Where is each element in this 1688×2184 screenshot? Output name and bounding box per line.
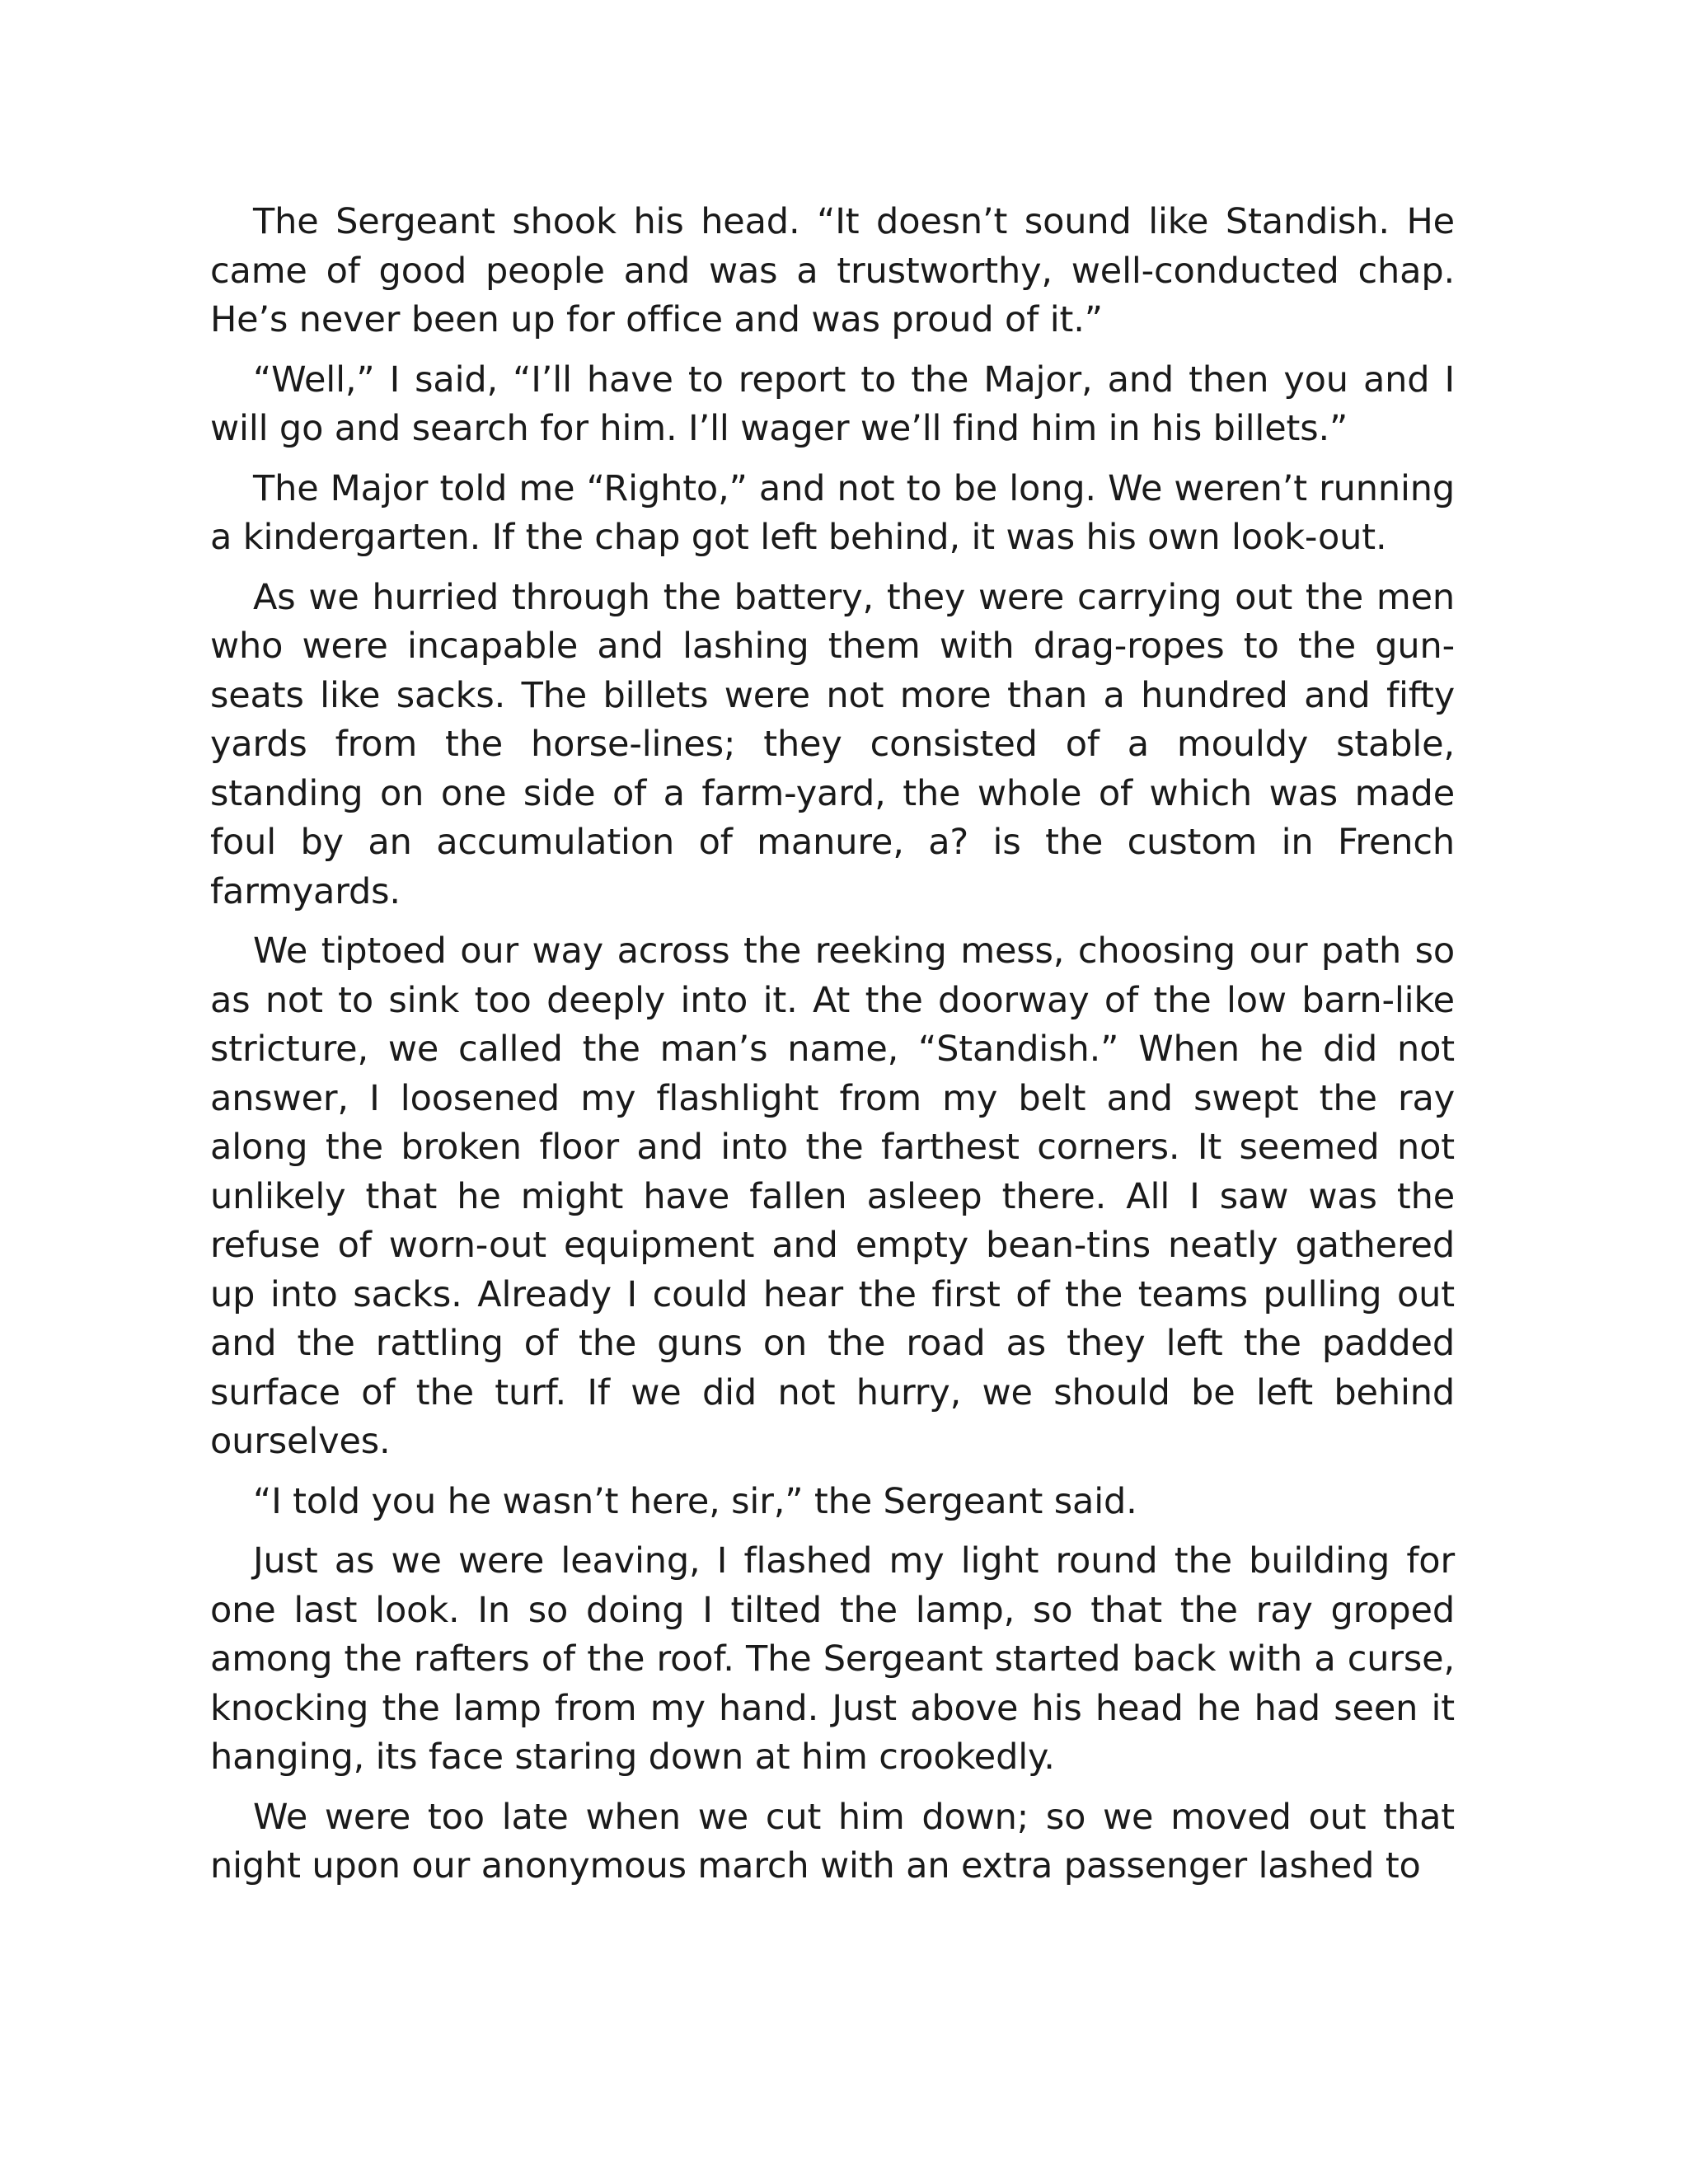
paragraph-8: We were too late when we cut him down; so we moved out that night upon our anonymous march with an extra passenger lashed to [210, 1796, 1455, 1886]
paragraph-1: The Sergeant shook his head. “It doesn’t sound like Standish. He came of good people and was a trustworthy, well-conducted chap. He’s never been up for office and was proud of it.” [210, 201, 1455, 340]
paragraph-5: We tiptoed our way across the reeking mess, choosing our path so as not to sink too deeply into it. At the doorway of the low barn-like stricture, we called the man’s name, “Standish.” When he did not answer, I loosened my flashlight from my belt and swept the ray along the broken floor and into the farthest corners. It seemed not unlikely that he might have fallen asleep there. All I saw was the refuse of worn-out equipment and empty bean-tins neatly gathered up into sacks. Already I could hear the first of the teams pulling out and the rattling of the guns on the road as they left the padded surface of the turf. If we did not hurry, we should be left behind ourselves. [210, 930, 1455, 1462]
paragraph-7: Just as we were leaving, I flashed my light round the building for one last look. In so doing I tilted the lamp, so that the ray groped among the rafters of the roof. The Sergeant started back with a curse, knocking the lamp from my hand. Just above his head he had seen it hanging, its face staring down at him crookedly. [210, 1540, 1455, 1778]
paragraph-6: “I told you he wasn’t here, sir,” the Sergeant said. [253, 1480, 1137, 1522]
book-page [210, 198, 1455, 1902]
paragraph-3: The Major told me “Righto,” and not to be long. We weren’t running a kindergarten. If the chap got left behind, it was his own look-out. [210, 467, 1455, 558]
paragraph-4: As we hurried through the battery, they were carrying out the men who were incapable and lashing them with drag-ropes to the gun-seats like sacks. The billets were not more than a hundred and fifty yards from the horse-lines; they consisted of a mouldy stable, standing on one side of a farm-yard, the whole of which was made foul by an accumulation of manure, a? is the custom in French farmyards. [210, 576, 1455, 912]
paragraph-2: “Well,” I said, “I’ll have to report to the Major, and then you and I will go and search for him. I’ll wager we’ll find him in his billets.” [210, 359, 1455, 449]
